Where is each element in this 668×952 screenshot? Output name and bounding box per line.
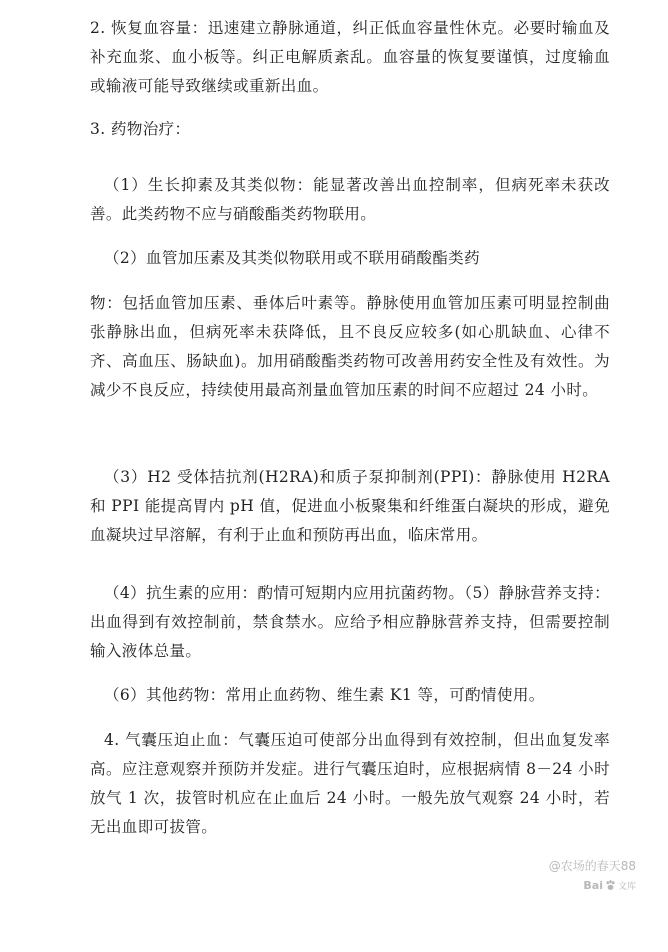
- watermark: [549, 858, 636, 893]
- watermark-username: @农场的春天88: [548, 859, 636, 873]
- paragraph-h2ra-ppi: （3）H2 受体拮抗剂(H2RA)和质子泵抑制剂(PPI)：静脉使用 H2RA 和 PPI 能提高胃内 pH 值，促进血小板聚集和纤维蛋白凝块的形成，避免血凝块过早溶解，有利于止血和预防再出血，临床常用。: [90, 468, 610, 544]
- paragraph-balloon-tamponade: 4. 气囊压迫止血：气囊压迫可使部分出血得到有效控制，但出血复发率高。应注意观察并预防并发症。进行气囊压迫时，应根据病情 8－24 小时放气 1 次，拔管时机应在止血后 24 小时。一般先放气观察 24 小时，若无出血即可拔管。: [90, 731, 610, 836]
- paragraph-other-drugs: （6）其他药物：常用止血药物、维生素 K1 等，可酌情使用。: [104, 686, 545, 704]
- logo-subtext: 文库: [617, 882, 636, 892]
- paragraph-somatostatin: （1）生长抑素及其类似物：能显著改善出血控制率，但病死率未获改善。此类药物不应与硝酸酯类药物联用。: [90, 176, 610, 223]
- paragraph-blood-volume: 2. 恢复血容量：迅速建立静脉通道，纠正低血容量性休克。必要时输血及补充血浆、血小板等。纠正电解质紊乱。血容量的恢复要谨慎，过度输血或输液可能导致继续或重新出血。: [90, 19, 610, 95]
- baidu-wenku-logo: [583, 879, 636, 892]
- paragraph-vasopressin-title: （2）血管加压素及其类似物联用或不联用硝酸酯类药: [104, 249, 480, 267]
- paragraph-drug-therapy-heading: 3. 药物治疗：: [90, 120, 191, 138]
- baidu-paw-icon: [605, 880, 616, 891]
- logo-text: Bai: [583, 879, 603, 892]
- paragraph-vasopressin-body: 物：包括血管加压素、垂体后叶素等。静脉使用血管加压素可明显控制曲张静脉出血，但病死率未获降低，且不良反应较多(如心肌缺血、心律不齐、高血压、肠缺血)。加用硝酸酯类药物可改善用药安全性及有效性。为减少不良反应，持续使用最高剂量血管加压素的时间不应超过 24 小时。: [90, 294, 610, 399]
- paragraph-antibiotics-nutrition: （4）抗生素的应用：酌情可短期内应用抗菌药物。（5）静脉营养支持：出血得到有效控制前，禁食禁水。应给予相应静脉营养支持，但需要控制输入液体总量。: [90, 584, 610, 660]
